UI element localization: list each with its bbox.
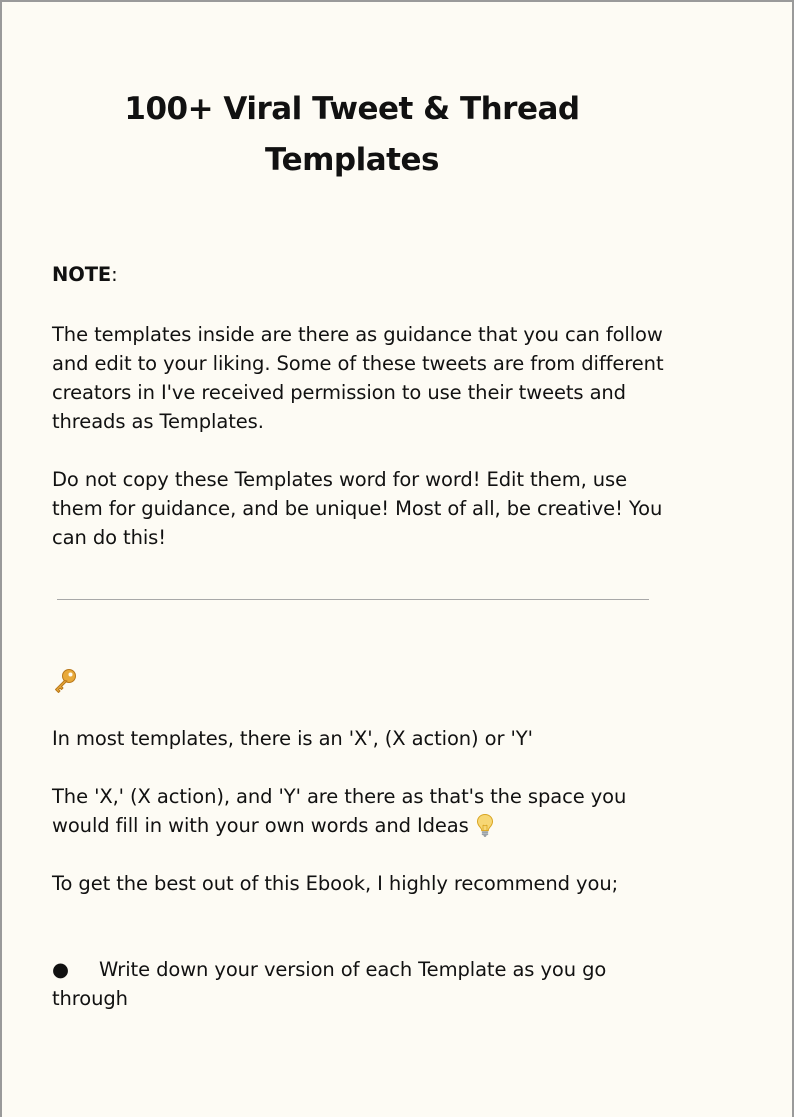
- note-colon: :: [111, 263, 118, 286]
- warning-paragraph: Do not copy these Templates word for word! Edit them, use them for guidance, and be unique! Most of all, be creative! You can do this!: [52, 468, 663, 549]
- section-divider: [57, 599, 649, 600]
- key-icon: [52, 668, 78, 694]
- list-item: [52, 955, 672, 1013]
- note-heading: [52, 260, 672, 289]
- placeholder-usage-paragraph: [52, 782, 672, 840]
- document-title: 100+ Viral Tweet & Thread Templates: [124, 91, 580, 178]
- recommendation-paragraph: To get the best out of this Ebook, I highly recommend you;: [52, 872, 619, 895]
- placeholder-usage-text: The 'X,' (X action), and 'Y' are there as that's the space you would fill in with your own words and Ideas: [52, 785, 627, 837]
- list-item-text: Write down your version of each Template as you go through: [52, 958, 607, 1010]
- lightbulb-icon: [475, 813, 495, 837]
- bullet-dot: ●: [52, 958, 69, 981]
- placeholder-explanation: In most templates, there is an 'X', (X action) or 'Y': [52, 727, 533, 750]
- note-label: NOTE: [52, 263, 112, 286]
- guidance-paragraph: The templates inside are there as guidance that you can follow and edit to your liking. Some of these tweets are from different creators in I've received permission to use their tweets and threads as Templates.: [52, 323, 664, 433]
